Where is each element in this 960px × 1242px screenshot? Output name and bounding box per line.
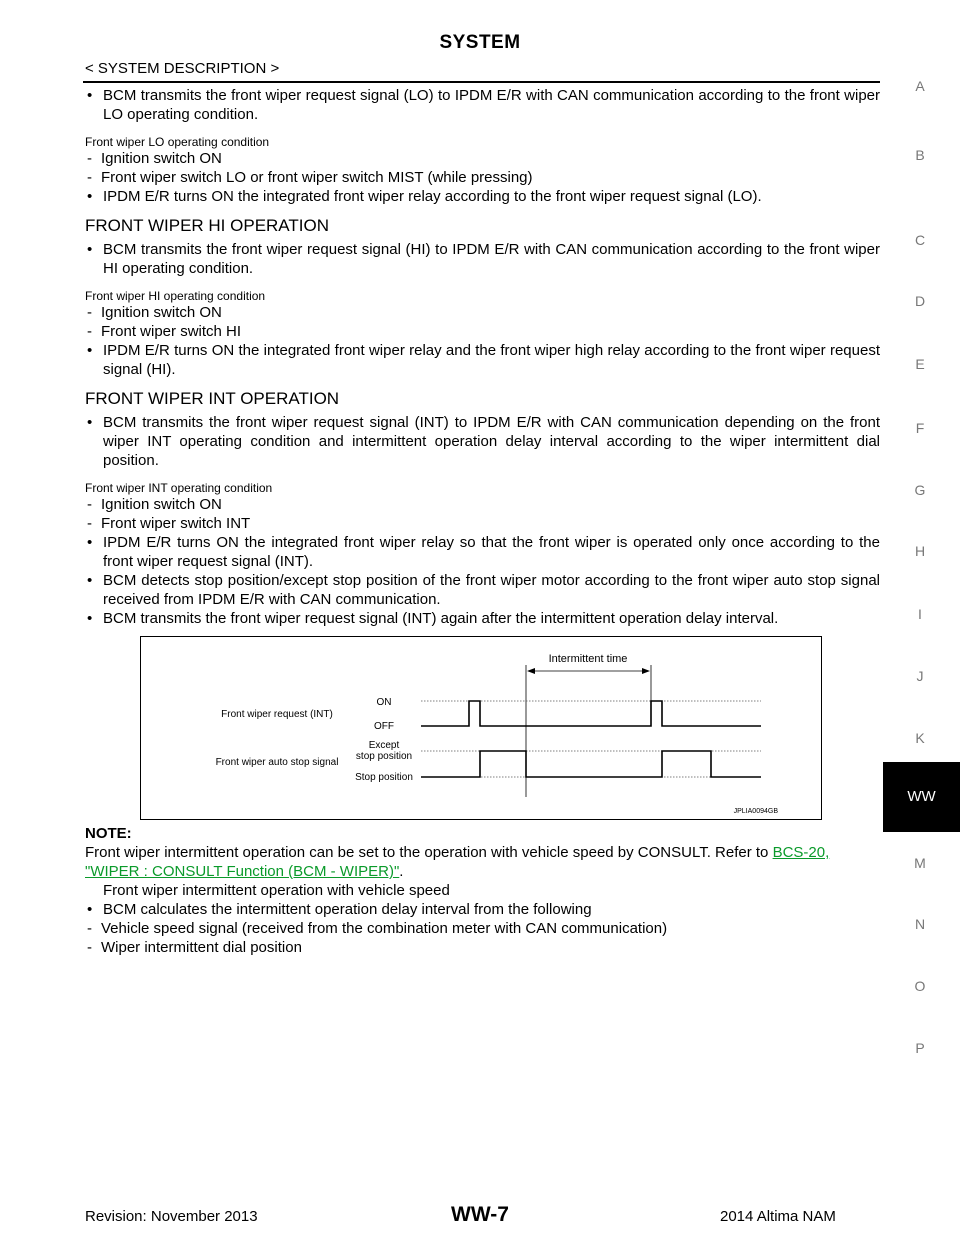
model-label: 2014 Altima NAM [720,1208,836,1225]
request-waveform [421,701,761,726]
lo-caption: Front wiper LO operating condition [85,135,270,149]
request-label: Front wiper request (INT) [221,709,333,720]
int-caption: Front wiper INT operating condition [85,481,273,495]
bcs-20-link[interactable]: BCS-20, "WIPER : CONSULT Function (BCM - WIPER)" [85,844,830,880]
int-dash-2: - Front wiper switch INT [87,515,251,532]
tab-f[interactable]: F [915,420,925,436]
interval-arrow-head-right [642,668,650,674]
note-label: NOTE: [85,825,132,842]
hi-heading: FRONT WIPER HI OPERATION [85,216,329,235]
stop-position-label: Stop position [355,772,413,783]
lo-bullet: • BCM transmits the front wiper request signal (LO) to IPDM E/R with CAN communication according to the front wiper LO operating condition. [87,87,880,123]
hi-caption: Front wiper HI operating condition [85,289,266,303]
tab-ww[interactable]: WW [883,762,960,832]
section-subtitle: < SYSTEM DESCRIPTION > [85,60,280,77]
note-bullet: • BCM calculates the intermittent operation delay interval from the following [87,901,592,918]
page-number: WW-7 [451,1203,509,1226]
revision-date: Revision: November 2013 [85,1208,258,1225]
int-bullet-3: • BCM detects stop position/except stop position of the front wiper motor according to the front wiper auto stop signal received from IPDM E/R with CAN communication. [87,572,880,608]
tab-b[interactable]: B [915,147,925,163]
lo-bullet-2: • IPDM E/R turns ON the integrated front wiper relay according to the front wiper request signal (LO). [87,188,762,205]
tab-d[interactable]: D [914,293,926,309]
autostop-label: Front wiper auto stop signal [215,757,339,768]
main-content [85,86,880,957]
intermittent-time-label: Intermittent time [548,653,628,665]
timing-chart-svg [141,637,821,819]
note-dash-1: - Vehicle speed signal (received from the combination meter with CAN communication) [87,920,668,937]
except-label-2: stop position [355,751,413,762]
int-bullet: • BCM transmits the front wiper request signal (INT) to IPDM E/R with CAN communication depending on the front wiper INT operating condition and intermittent operation delay interval according to the wiper intermittent dial position. [87,414,880,469]
note-subline: Front wiper intermittent operation with vehicle speed [103,882,450,899]
tab-h[interactable]: H [914,543,926,559]
on-label: ON [376,697,392,708]
tab-n[interactable]: N [914,916,926,932]
int-bullet-4: • BCM transmits the front wiper request signal (INT) again after the intermittent operation delay interval. [87,610,779,627]
tab-g[interactable]: G [914,482,926,498]
int-bullet-2: • IPDM E/R turns ON the integrated front wiper relay so that the front wiper is operated only once according to the front wiper request signal (INT). [87,534,880,570]
tab-e[interactable]: E [915,356,925,372]
figure-code: JPLIA0094GB [733,808,778,815]
autostop-waveform [421,751,761,777]
int-heading: FRONT WIPER INT OPERATION [85,389,340,408]
tab-c[interactable]: C [914,232,926,248]
lo-dash-1: - Ignition switch ON [87,150,222,167]
note-text: Front wiper intermittent operation can be set to the operation with vehicle speed by CONSULT. Refer to BCS-20, "WIPER : CONSULT Function (BCM - WIPER)". [85,844,830,880]
interval-arrow-head-left [527,668,535,674]
except-label-1: Except [368,740,400,751]
section-tab-strip [880,0,960,1242]
note-dash-2: - Wiper intermittent dial position [87,939,302,956]
tab-o[interactable]: O [914,978,926,994]
off-label: OFF [374,721,394,732]
hi-bullet-2: • IPDM E/R turns ON the integrated front wiper relay and the front wiper high relay according to the front wiper request signal (HI). [87,342,880,378]
tab-m[interactable]: M [914,855,926,871]
header-divider [83,81,880,83]
page-title: SYSTEM [439,32,521,53]
tab-a[interactable]: A [915,78,925,94]
hi-dash-1: - Ignition switch ON [87,304,222,321]
lo-dash-2: - Front wiper switch LO or front wiper switch MIST (while pressing) [87,169,533,186]
tab-p[interactable]: P [915,1040,925,1056]
hi-bullet: • BCM transmits the front wiper request signal (HI) to IPDM E/R with CAN communication according to the front wiper HI operating condition. [87,241,880,277]
tab-k[interactable]: K [915,730,925,746]
wiper-timing-diagram [140,636,822,820]
int-dash-1: - Ignition switch ON [87,496,222,513]
tab-i[interactable]: I [918,606,922,622]
tab-j[interactable]: J [916,668,924,684]
hi-dash-2: - Front wiper switch HI [87,323,242,340]
